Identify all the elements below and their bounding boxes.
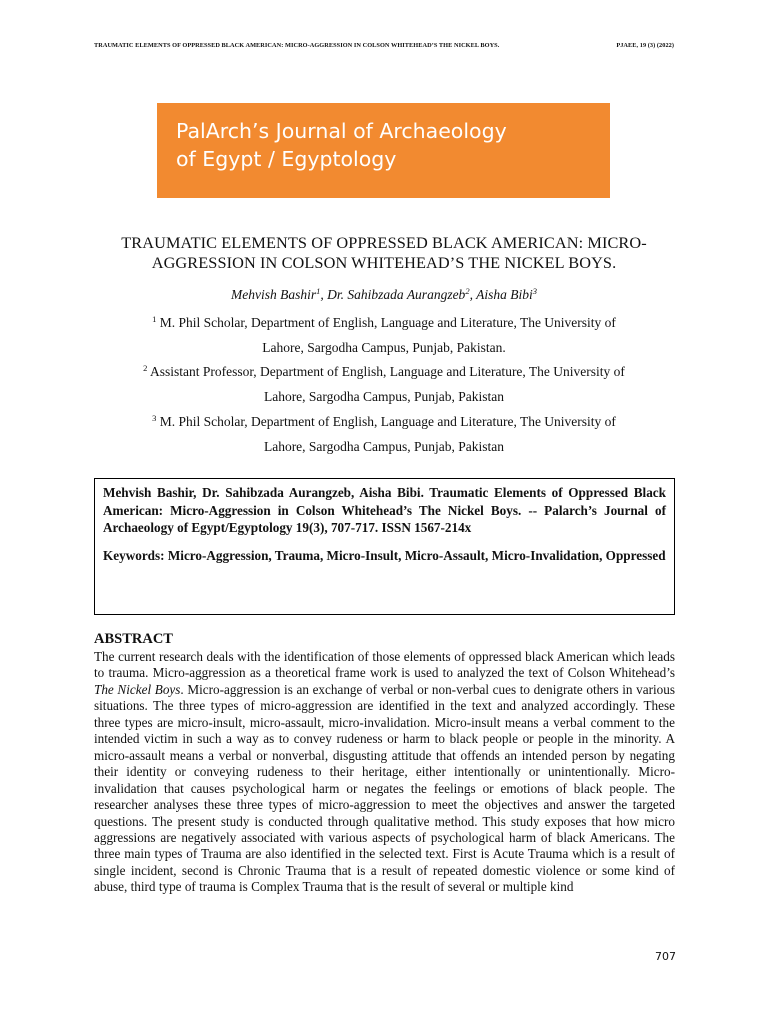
citation-text: Mehvish Bashir, Dr. Sahibzada Aurangzeb, Aisha Bibi. Traumatic Elements of Oppressed Black American: Micro-Aggression in Colson Whitehead’s The Nickel Boys. -- Palarch’s Journal of Archaeology of Egypt/Egyptology 19(3), 707-717. ISSN 1567-214x [103, 485, 666, 535]
affiliation-superscript: 1 [152, 314, 157, 324]
journal-banner [157, 103, 610, 198]
author-separator: , [320, 287, 328, 302]
author-superscript: 1 [316, 286, 321, 296]
author-name: Aisha Bibi [476, 287, 533, 302]
keywords: Keywords: Micro-Aggression, Trauma, Micro-Insult, Micro-Assault, Micro-Invalidation, Oppressed [103, 547, 666, 563]
author-name: Dr. Sahibzada Aurangzeb [327, 287, 466, 302]
journal-banner-line-2: of Egypt / Egyptology [176, 147, 397, 171]
affiliation-line-2: Lahore, Sargodha Campus, Punjab, Pakistan [263, 439, 505, 454]
author-superscript: 2 [465, 286, 470, 296]
affiliation-3 [100, 409, 668, 459]
affiliation-line-1: M. Phil Scholar, Department of English, Language and Literature, The University of [156, 315, 616, 330]
running-head-journal-ref: PJAEE, 19 (3) (2022) [616, 42, 674, 49]
citation-box [94, 478, 675, 615]
author-separator: , [469, 287, 477, 302]
affiliation-line-1: Assistant Professor, Department of English, Language and Literature, The University of [147, 364, 625, 379]
author-name: Mehvish Bashir [231, 287, 317, 302]
affiliation-superscript: 2 [143, 363, 148, 373]
running-head-title: TRAUMATIC ELEMENTS OF OPPRESSED BLACK AMERICAN: MICRO-AGGRESSION IN COLSON WHITEHEAD’S THE NICKEL BOYS. [94, 42, 500, 49]
affiliation-2 [100, 359, 668, 409]
page-number: 707 [655, 950, 676, 963]
abstract-book-title: The Nickel Boys [94, 681, 181, 697]
journal-banner-line-1: PalArch’s Journal of Archaeology [176, 119, 507, 143]
paper-title-line-2: AGGRESSION IN COLSON WHITEHEAD’S THE NICKEL BOYS. [151, 253, 617, 272]
abstract-heading: ABSTRACT [94, 631, 173, 647]
paper-title-line-1: TRAUMATIC ELEMENTS OF OPPRESSED BLACK AMERICAN: MICRO- [121, 233, 647, 252]
affiliation-line-2: Lahore, Sargodha Campus, Punjab, Pakistan [263, 389, 505, 404]
paper-title [80, 233, 688, 273]
author-superscript: 3 [532, 286, 537, 296]
abstract-body [94, 649, 675, 896]
affiliation-line-1: M. Phil Scholar, Department of English, Language and Literature, The University of [156, 414, 616, 429]
affiliation-1 [100, 310, 668, 360]
abstract-text-part-2: . Micro-aggression is an exchange of verbal or non-verbal cues to denigrate others in various situations. The three types of micro-aggression are identified in the text and analyzed accordingly. These three types are micro-insult, micro-assault, micro-invalidation. Micro-insult means a verbal comment to the intended victim in such a way as to convey rudeness or harm to black people or people in the minority. A micro-assault means a verbal or nonverbal, disgusting attitude that offends an intended person by negating their identity or conveying rudeness to their heritage, either intentionally or unintentionally. Micro-invalidation that causes psychological harm or negates the feelings or emotions of black people. The researcher analyses these three types of micro-aggression to meet the objectives and answer the targeted questions. The present study is conducted through qualitative method. This study exposes that how micro aggressions are negatively associated with various aspects of psychological harm of black Americans. The three main types of Trauma are also identified in the selected text. First is Acute Trauma which is a result of single incident, second is Chronic Trauma that is a result of repeated domestic violence or some kind of abuse, third type of trauma is Complex Trauma that is the result of several or multiple kind [94, 681, 675, 895]
author-list [0, 287, 768, 303]
affiliation-superscript: 3 [152, 413, 157, 423]
affiliation-line-2: Lahore, Sargodha Campus, Punjab, Pakistan. [262, 340, 506, 355]
abstract-text-part-1: The current research deals with the identification of those elements of oppressed black American which leads to trauma. Micro-aggression as a theoretical frame work is used to analyzed the text of Colson Whitehead’s [94, 649, 675, 681]
running-head [94, 42, 674, 49]
